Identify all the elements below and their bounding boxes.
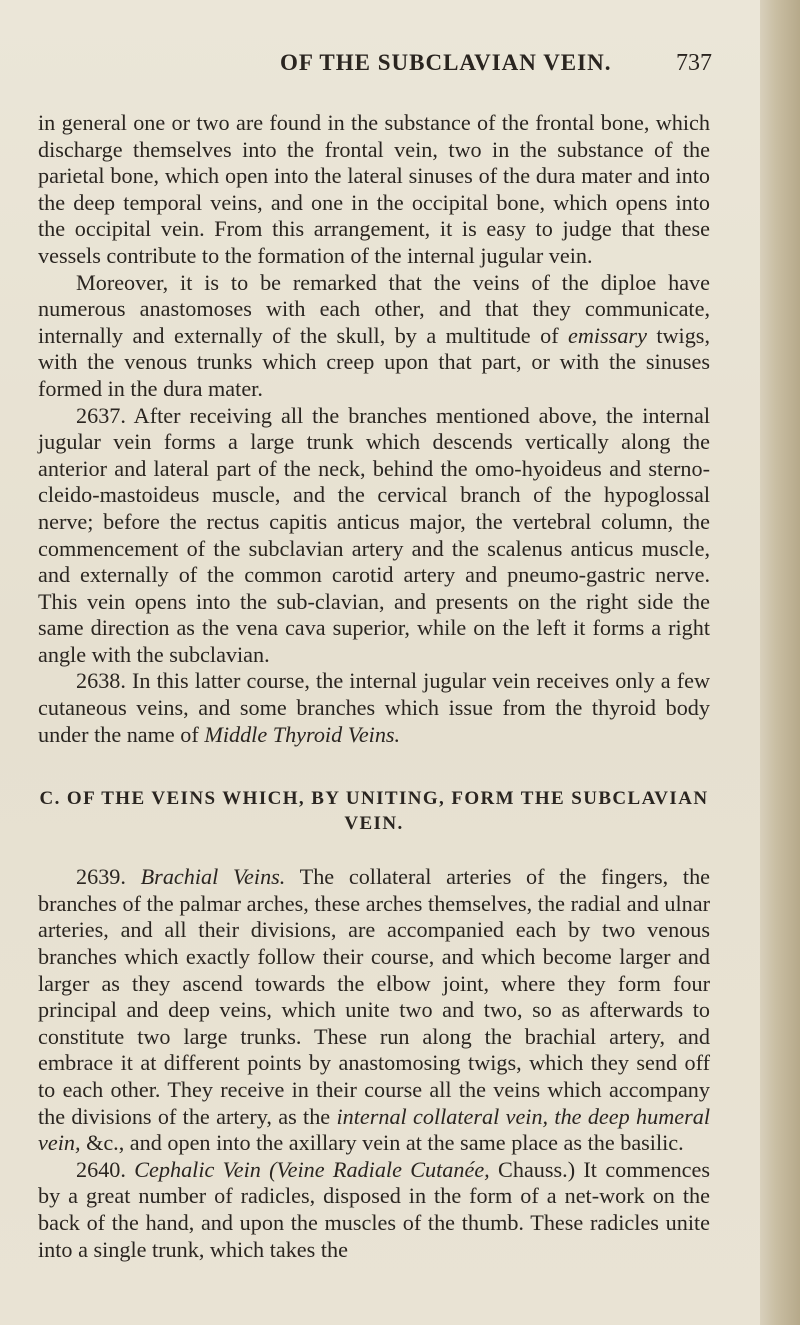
paragraph-p0 [38,110,710,270]
text-run: The collateral arteries of the fingers, the branches of the palmar arches, these arches themselves, the radial and ulnar arteries, and all their divisions, are accompanied each by two venous branches which exactly follow their course, and which become larger and larger as they ascend towards the elbow joint, where they form four principal and deep veins, which unite two and two, so as afterwards to constitute two large trunks. These run along the brachial artery, and embrace it at different points by anastomosing twigs, which they send off to each other. They receive in their course all the veins which accompany the divisions of the artery, as the [38,864,711,1129]
text-run: Chauss.) It commences by a great number of radicles, disposed in the form of a net-work on the back of the hand, and upon the muscles of the thumb. These radicles unite into a single trunk, which takes the [38,1156,710,1262]
paragraph-p2 [38,403,710,669]
text-run: Moreover, it is to be remarked that the veins of the diploe have numerous anastomoses with each other, and that they communicate, internally and externally of the skull, by a multitude of [38,269,710,348]
italic-text: Brachial Veins. [140,864,286,890]
text-run: twigs, with the venous trunks which creep upon that part, or with the sinuses formed in the dura mater. [38,322,710,401]
text-run: 2640. [76,1156,135,1182]
paragraph-p1 [38,270,710,403]
text-run: &c., and open into the axillary vein at the same place as the basilic. [80,1130,684,1156]
italic-text: internal collateral vein, the deep humeral vein, [38,1103,710,1156]
paragraph-p3 [38,668,710,748]
page-header [0,50,760,90]
italic-text: emissary [568,322,647,348]
section-heading: C. OF THE VEINS WHICH, BY UNITING, FORM THE SUBCLAVIAN VEIN. [39,788,709,835]
paragraph-p5 [38,1157,710,1263]
text-run: in general one or two are found in the substance of the frontal bone, which discharge themselves into the frontal vein, two in the substance of the parietal bone, which open into the lateral sinuses of the dura mater and into the deep temporal veins, and one in the occipital bone, which opens into the occipital vein. From this arrangement, it is easy to judge that these vessels contribute to the formation of the internal jugular vein. [38,110,710,268]
paragraphs-after-heading [38,864,710,1263]
text-run: 2638. In this latter course, the internal jugular vein receives only a few cutaneous veins, and some branches which issue from the thyroid body under the name of [38,668,710,747]
text-run: 2637. After receiving all the branches mentioned above, the internal jugular vein forms a large trunk which descends vertically along the anterior and lateral part of the neck, behind the omo-hyoideus and sterno-cleido-mastoideus muscle, and the cervical branch of the hypoglossal nerve; before the rectus capitis anticus major, the vertebral column, the commencement of the subclavian artery and the scalenus anticus muscle, and externally of the common carotid artery and pneumo-gastric nerve. This vein opens into the sub-clavian, and presents on the right side the same direction as the vena cava superior, while on the left it forms a right angle with the subclavian. [38,402,710,667]
running-head: OF THE SUBCLAVIAN VEIN. [280,50,612,75]
adjacent-page-edge [760,0,800,1325]
body-text [38,110,710,1263]
paragraphs-before-heading [38,110,710,748]
page-number: 737 [676,50,712,76]
text-run: 2639. [76,864,141,890]
italic-text: Middle Thyroid Veins. [204,721,401,747]
paragraph-p4 [38,864,710,1157]
italic-text: Cephalic Vein (Veine Radiale Cutanée, [134,1156,490,1182]
